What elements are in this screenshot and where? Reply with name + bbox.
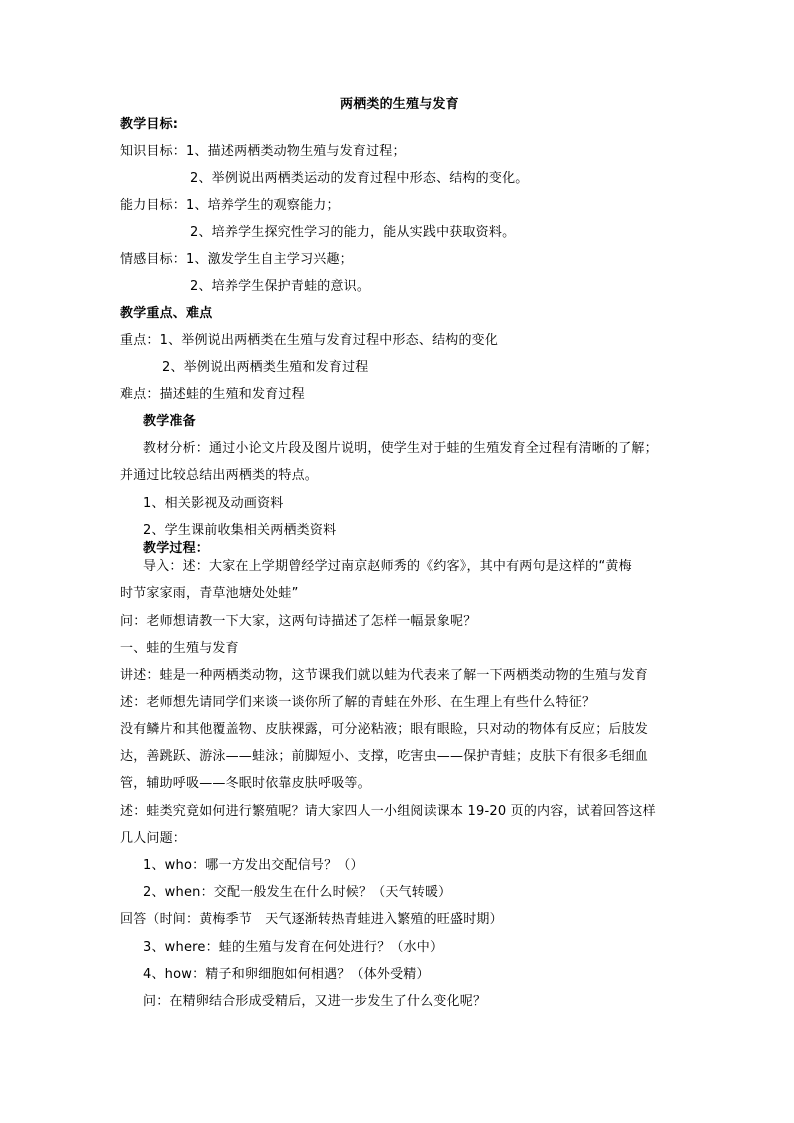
paragraph-line: 问：老师想请教一下大家，这两句诗描述了怎样一幅景象呢？ xyxy=(120,614,477,629)
list-item: 4、how：精子和卵细胞如何相遇？（体外受精） xyxy=(143,967,430,982)
paragraph-line: 问：在精卵结合形成受精后，又进一步发生了什么变化呢？ xyxy=(143,994,487,1009)
paragraph-line: 没有鳞片和其他覆盖物、皮肤裸露，可分泌粘液；眼有眼睑，只对动的物体有反应；后肢发 xyxy=(120,722,649,737)
paragraph-line: 述：蛙类究竟如何进行繁殖呢？请大家四人一小组阅读课本 19-20 页的内容，试着回答这样 xyxy=(120,804,656,819)
paragraph-line: 2、培养学生探究性学习的能力，能从实践中获取资料。 xyxy=(190,225,516,240)
paragraph-line: 时节家家雨，青草池塘处处蛙” xyxy=(120,586,299,601)
paragraph-line: 达，善跳跃、游泳——蛙泳；前脚短小、支撑，吃害虫——保护青蛙；皮肤下有很多毛细血 xyxy=(120,749,649,764)
list-item: 1、who：哪一方发出交配信号？（） xyxy=(143,858,364,873)
paragraph-line: 一、蛙的生殖与发育 xyxy=(120,641,239,656)
section-heading-process: 教学过程： xyxy=(143,541,210,556)
section-heading-teaching-goals: 教学目标: xyxy=(120,117,179,132)
paragraph-line: 述：老师想先请同学们来谈一谈你所了解的青蛙在外形、在生理上有些什么特征？ xyxy=(120,695,596,710)
paragraph-line: 2、培养学生保护青蛙的意识。 xyxy=(190,279,371,294)
paragraph-line: 2、学生课前收集相关两栖类资料 xyxy=(143,523,337,538)
paragraph-line: 讲述：蛙是一种两栖类动物，这节课我们就以蛙为代表来了解一下两栖类动物的生殖与发育 xyxy=(120,668,649,683)
paragraph-line: 并通过比较总结出两栖类的特点。 xyxy=(120,468,319,483)
paragraph-line: 1、相关影视及动画资料 xyxy=(143,496,284,511)
paragraph-line: 能力目标：1、培养学生的观察能力； xyxy=(120,198,340,213)
paragraph-line: 教材分析：通过小论文片段及图片说明，使学生对于蛙的生殖发育全过程有清晰的了解； xyxy=(143,441,658,456)
section-heading-preparation: 教学准备 xyxy=(143,414,196,429)
section-heading-key-points: 教学重点、难点 xyxy=(120,306,213,321)
paragraph-line: 管，辅助呼吸——冬眠时依靠皮肤呼吸等。 xyxy=(120,776,371,791)
list-item: 3、where：蛙的生殖与发育在何处进行？（水中） xyxy=(143,940,444,955)
paragraph-line: 2、举例说出两栖类运动的发育过程中形态、结构的变化。 xyxy=(190,171,529,186)
list-item: 2、when：交配一般发生在什么时候？（天气转暖） xyxy=(143,885,452,900)
paragraph-line: 几人问题： xyxy=(120,831,187,846)
paragraph-line: 2、举例说出两栖类生殖和发育过程 xyxy=(162,360,369,375)
document-title: 两栖类的生殖与发育 xyxy=(340,97,459,112)
paragraph-line: 重点：1、举例说出两栖类在生殖与发育过程中形态、结构的变化 xyxy=(120,333,499,348)
paragraph-line: 难点：描述蛙的生殖和发育过程 xyxy=(120,387,305,402)
paragraph-line: 知识目标：1、描述两栖类动物生殖与发育过程； xyxy=(120,144,406,159)
paragraph-line: 导入：述：大家在上学期曾经学过南京赵师秀的《约客》，其中有两句是这样的“黄梅 xyxy=(143,559,632,574)
paragraph-line: 情感目标：1、激发学生自主学习兴趣； xyxy=(120,252,353,267)
paragraph-line: 回答（时间：黄梅季节 天气逐渐转热青蛙进入繁殖的旺盛时期） xyxy=(120,912,503,927)
